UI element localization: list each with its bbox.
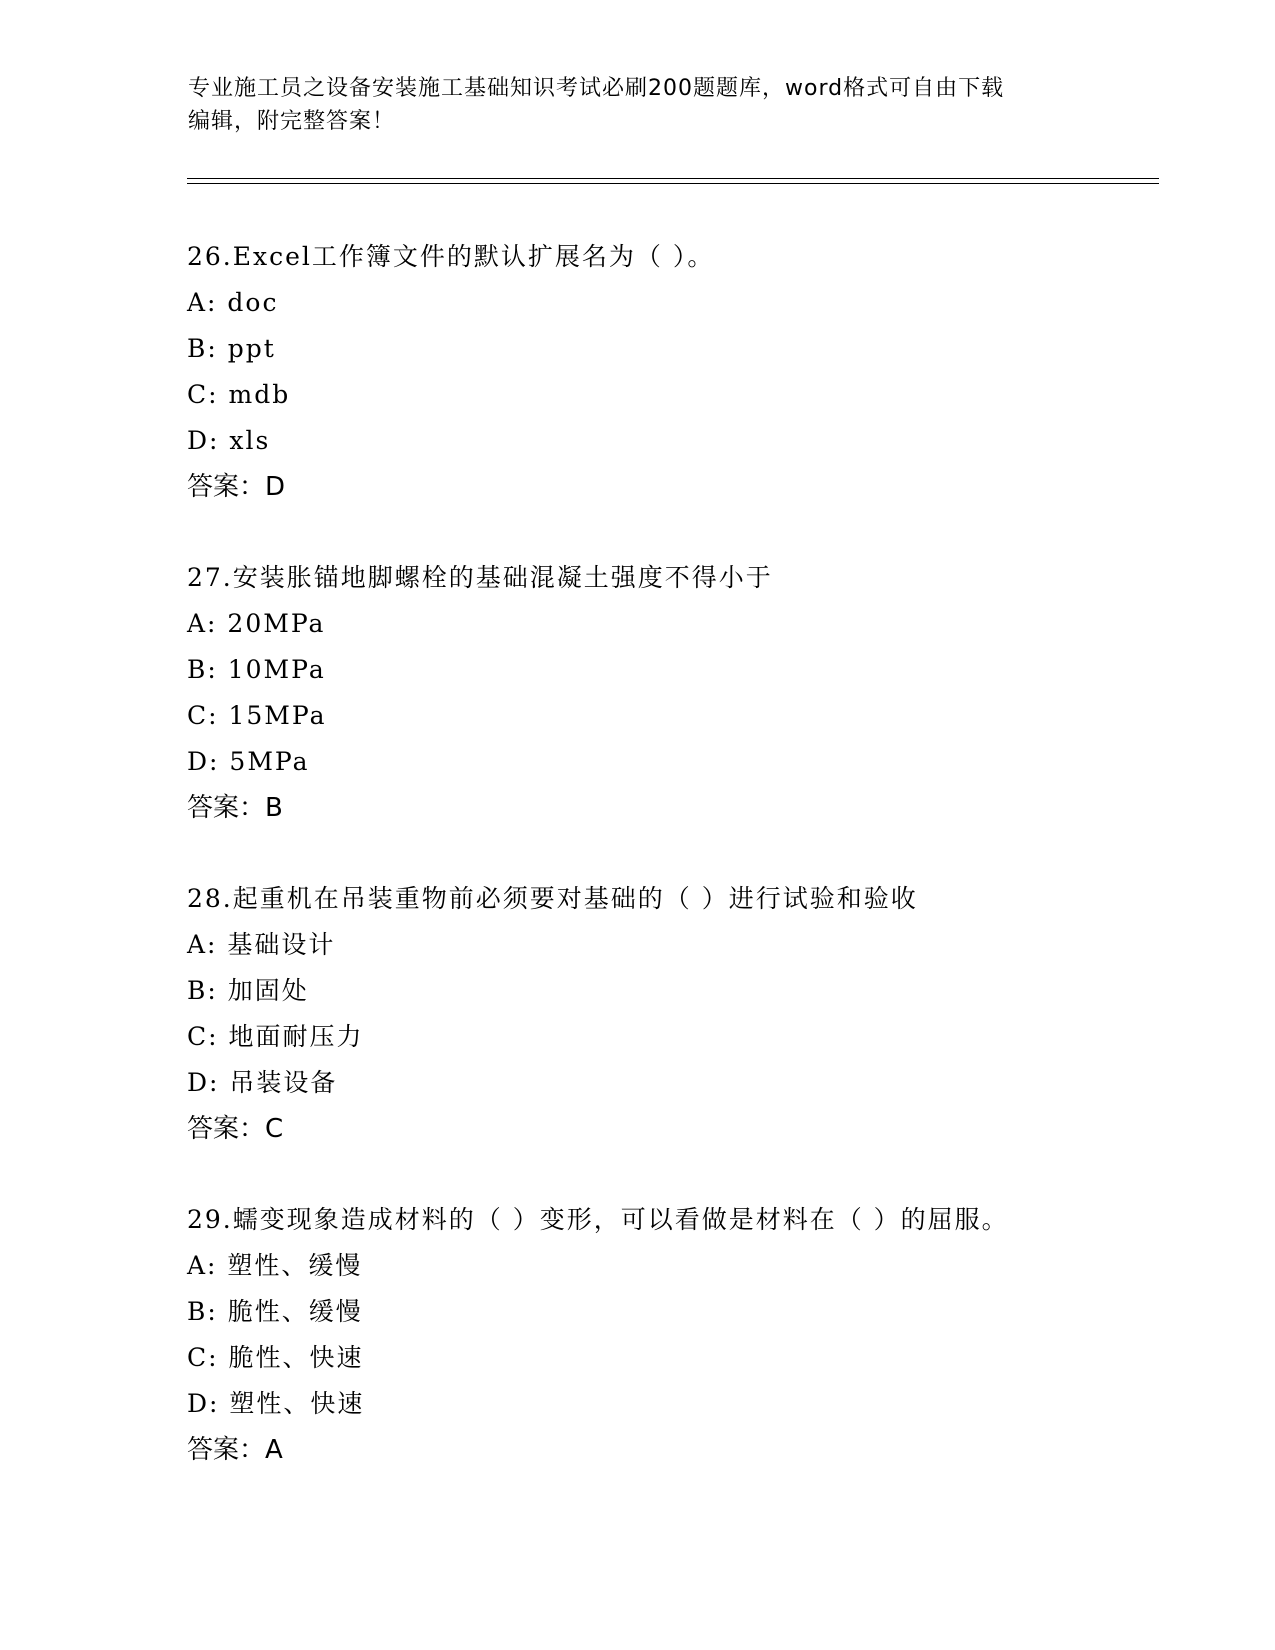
option-b: B: 脆性、缓慢 (187, 1297, 363, 1326)
header-divider-bottom (187, 183, 1159, 184)
answer-line: 答案：B (187, 793, 283, 823)
option-b: B: ppt (187, 334, 276, 363)
document-header (188, 72, 1088, 138)
answer-line: 答案：A (187, 1435, 283, 1465)
question-27 (187, 555, 1187, 831)
option-a: A: doc (187, 288, 279, 317)
question-stem: 28.起重机在吊装重物前必须要对基础的（ ）进行试验和验收 (187, 884, 918, 913)
option-b: B: 加固处 (187, 976, 309, 1005)
question-29 (187, 1197, 1187, 1473)
option-c: C: 地面耐压力 (187, 1022, 364, 1051)
option-a: A: 基础设计 (187, 930, 336, 959)
option-c: C: 15MPa (187, 701, 327, 730)
option-d: D: 塑性、快速 (187, 1389, 365, 1418)
option-a: A: 20MPa (187, 609, 326, 638)
answer-line: 答案：C (187, 1114, 284, 1144)
question-26 (187, 234, 1187, 510)
answer-line: 答案：D (187, 472, 286, 502)
question-stem: 27.安装胀锚地脚螺栓的基础混凝土强度不得小于 (187, 563, 773, 592)
option-b: B: 10MPa (187, 655, 326, 684)
option-a: A: 塑性、缓慢 (187, 1251, 363, 1280)
option-c: C: 脆性、快速 (187, 1343, 364, 1372)
option-d: D: 吊装设备 (187, 1068, 338, 1097)
header-line-1: 专业施工员之设备安装施工基础知识考试必刷200题题库，word格式可自由下载 (188, 76, 1005, 101)
option-c: C: mdb (187, 380, 291, 409)
question-stem: 26.Excel工作簿文件的默认扩展名为（ ）。 (187, 242, 715, 271)
question-28 (187, 876, 1187, 1152)
question-stem: 29.蠕变现象造成材料的（ ）变形，可以看做是材料在（ ）的屈服。 (187, 1205, 1009, 1234)
option-d: D: 5MPa (187, 747, 310, 776)
header-divider-top (187, 178, 1159, 179)
option-d: D: xls (187, 426, 271, 455)
header-line-2: 编辑，附完整答案！ (188, 109, 396, 134)
